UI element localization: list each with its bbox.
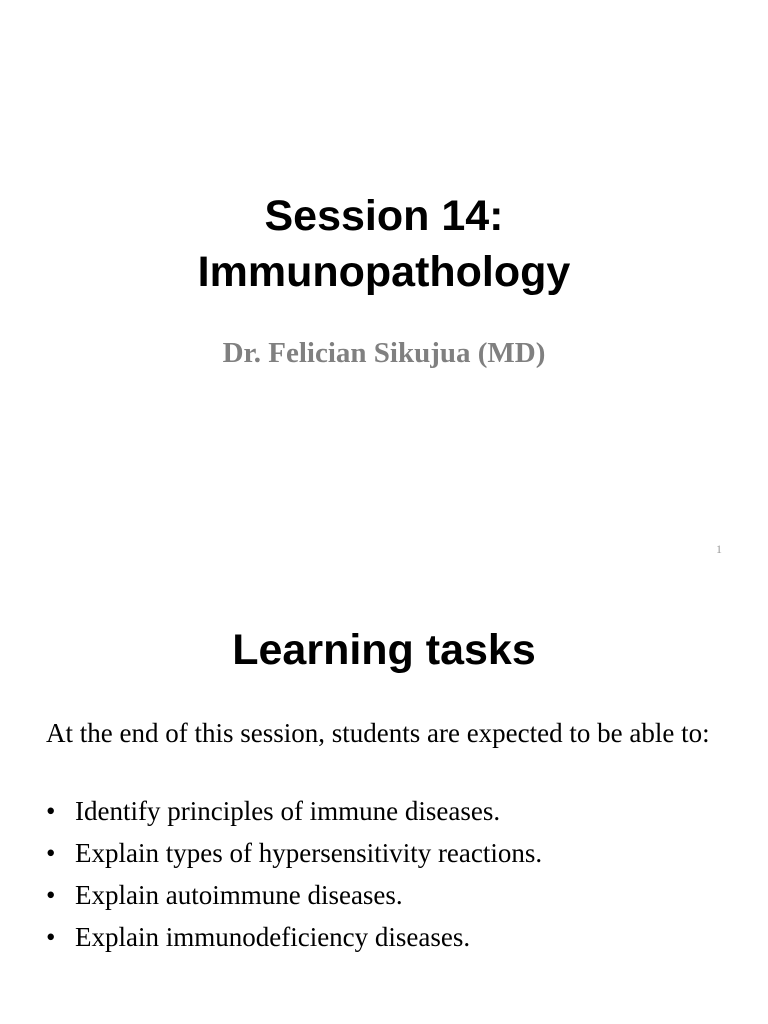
intro-text: At the end of this session, students are expected to be able to: xyxy=(46,718,710,748)
learning-tasks-slide xyxy=(0,576,768,1024)
learning-task-item xyxy=(46,835,736,877)
learning-task-text: Explain immunodeficiency diseases. xyxy=(75,922,471,952)
slide-title-line-1: Session 14: xyxy=(264,192,504,240)
slide-title xyxy=(0,188,768,300)
slide-number: 1 xyxy=(716,542,722,556)
slide-heading: Learning tasks xyxy=(232,626,536,674)
bullet-icon: • xyxy=(46,796,56,826)
learning-task-text: Explain autoimmune diseases. xyxy=(75,880,403,910)
bullet-icon: • xyxy=(46,880,56,910)
learning-task-text: Identify principles of immune diseases. xyxy=(75,796,501,826)
bullet-icon: • xyxy=(46,922,56,952)
slide-title-line-2: Immunopathology xyxy=(197,248,571,296)
learning-task-text: Explain types of hypersensitivity reactions. xyxy=(75,838,543,868)
bullet-icon: • xyxy=(46,838,56,868)
learning-task-item xyxy=(46,793,736,835)
learning-task-item xyxy=(46,919,736,961)
slide-subtitle-author: Dr. Felician Sikujua (MD) xyxy=(222,337,546,369)
learning-task-item xyxy=(46,877,736,919)
learning-task-list xyxy=(46,793,736,961)
